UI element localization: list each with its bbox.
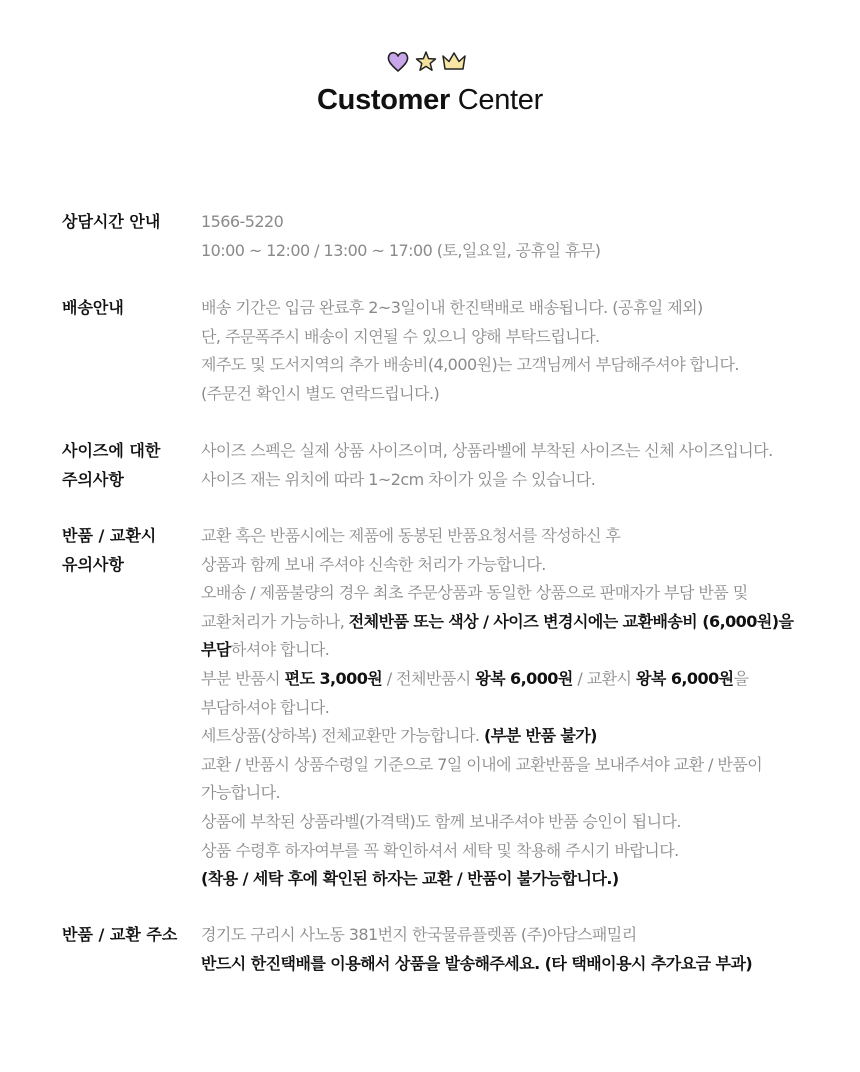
content-line [201,865,841,894]
section-label [62,921,192,950]
content-line [201,294,841,323]
crown-icon [443,53,465,69]
section-label-line: 상담시간 안내 [62,212,161,231]
body-text: 하셔야 합니다. [230,640,330,660]
content-line [201,608,841,637]
section-label-line: 주의사항 [62,469,124,489]
section-content [201,294,841,408]
section-content [201,522,841,894]
star-icon [417,52,436,70]
emphasis-text: (부분 반품 불가) [483,726,597,746]
emphasis-text: (착용 / 세탁 후에 확인된 하자는 교환 / 반품이 불가능합니다.) [201,869,619,889]
body-text: 경기도 구리시 사노동 381번지 한국물류플렛폼 (주)아담스패밀리 [201,925,637,944]
section-content [201,921,841,978]
emphasis-text: 반드시 한진택배를 이용해서 상품을 발송해주세요. (타 택배이용시 추가요금 부과) [201,953,753,973]
header-icons [386,49,472,75]
page-title-regular: Center [449,84,543,116]
section-label-line: 배송안내 [62,298,124,317]
body-text: 제주도 및 도서지역의 추가 배송비(4,000원)는 고객님께서 부담해주셔야 합니다. [201,355,739,375]
section-label-line: 반품 / 교환시 [62,526,157,545]
body-text: 을 [733,668,749,688]
section-label [62,294,192,323]
body-text: (주문건 확인시 별도 연락드립니다.) [201,383,440,403]
emphasis-text: 왕복 6,000원 [475,668,573,688]
emphasis-text: 부담 [201,640,231,660]
content-line [201,323,841,352]
section-label [62,437,192,494]
body-text: 세트상품(상하복) 전체교환만 가능합니다. [201,726,484,746]
content-line [201,380,841,409]
body-text: 10:00 ~ 12:00 / 13:00 ~ 17:00 (토,일요일, 공휴일 휴무) [201,240,601,260]
body-text: / 교환시 [572,668,636,688]
content-line [201,779,841,808]
body-text: / 전체반품시 [382,668,476,688]
section-label-line: 반품 / 교환 주소 [62,925,178,944]
content-line [201,636,841,665]
emphasis-text: 전체반품 또는 색상 / 사이즈 변경시에는 교환배송비 (6,000원)을 [348,611,794,631]
body-text: 부담하셔야 합니다. [201,697,330,717]
emphasis-text: 편도 3,000원 [284,668,383,688]
content-line [201,522,841,551]
content-line [201,808,841,837]
heart-icon [388,53,407,71]
page-title-bold: Customer [317,84,450,116]
section-label [62,208,192,237]
content-line [201,579,841,608]
content-line [201,837,841,866]
body-text: 상품과 함께 보내 주셔야 신속한 처리가 가능합니다. [201,554,546,574]
decorative-icons [386,49,472,75]
content-line [201,466,841,495]
content-line [201,950,841,979]
body-text: 교환 혹은 반품시에는 제품에 동봉된 반품요청서를 작성하신 후 [201,526,621,545]
body-text: 부분 반품시 [201,668,285,688]
content-line [201,237,841,266]
body-text: 배송 기간은 입금 완료후 2~3일이내 한진택배로 배송됩니다. (공휴일 제외) [201,298,703,317]
content-line [201,551,841,580]
content-line [201,437,841,466]
section-label-line: 유의사항 [62,554,124,574]
page-title [0,84,860,117]
emphasis-text: 왕복 6,000원 [635,668,734,688]
body-text: 사이즈 재는 위치에 따라 1~2cm 차이가 있을 수 있습니다. [201,469,596,489]
body-text: 오배송 / 제품불량의 경우 최초 주문상품과 동일한 상품으로 판매자가 부담 반품 및 [201,583,748,603]
body-text: 단, 주문폭주시 배송이 지연될 수 있으니 양해 부탁드립니다. [201,326,600,346]
body-text: 교환처리가 가능하나, [201,611,349,631]
content-line [201,208,841,237]
body-text: 가능합니다. [201,783,281,803]
content-line [201,694,841,723]
body-text: 교환 / 반품시 상품수령일 기준으로 7일 이내에 교환반품을 보내주셔야 교환 / 반품이 [201,754,763,774]
body-text: 상품에 부착된 상품라벨(가격택)도 함께 보내주셔야 반품 승인이 됩니다. [201,811,681,831]
section-label [62,522,192,579]
content-line [201,665,841,694]
section-label-line: 사이즈에 대한 [62,441,161,460]
content-line [201,921,841,950]
content-line [201,722,841,751]
body-text: 상품 수령후 하자여부를 꼭 확인하셔서 세탁 및 착용해 주시기 바랍니다. [201,840,679,860]
section-content [201,437,841,494]
section-content [201,208,841,265]
content-line [201,751,841,780]
content-line [201,351,841,380]
body-text: 1566-5220 [201,212,284,231]
body-text: 사이즈 스펙은 실제 상품 사이즈이며, 상품라벨에 부착된 사이즈는 신체 사이즈입니다. [201,441,773,460]
